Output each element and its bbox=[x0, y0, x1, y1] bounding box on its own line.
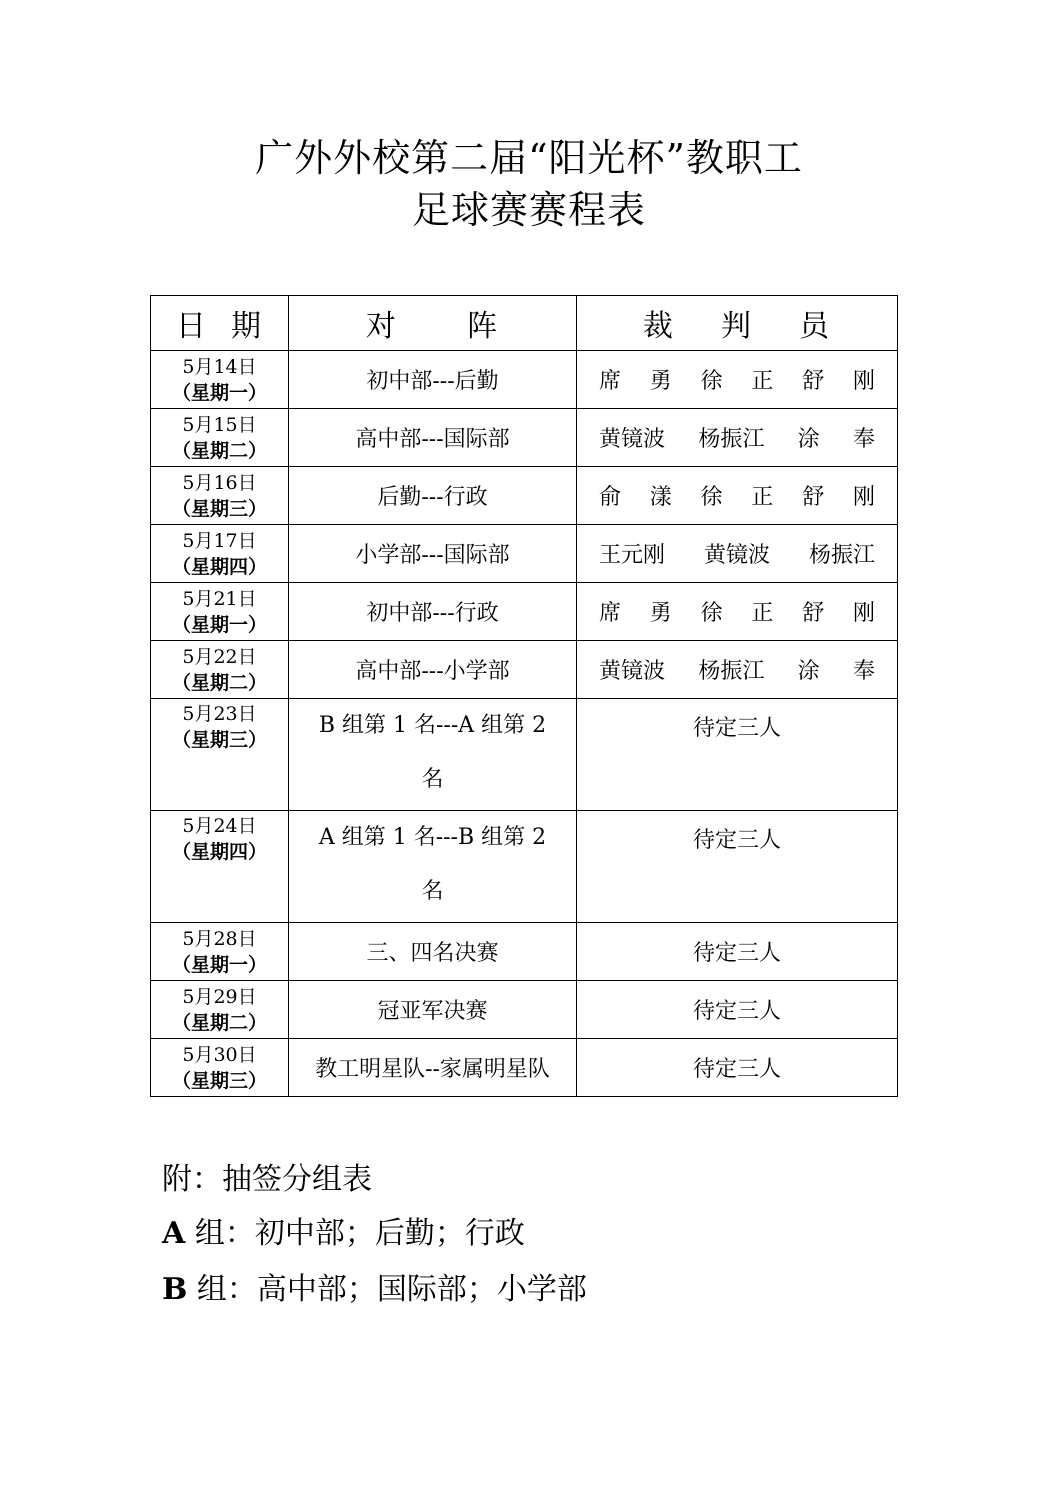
referee-name: 涂 bbox=[797, 659, 820, 684]
referee-name: 刚 bbox=[852, 485, 875, 510]
table-row bbox=[151, 699, 898, 811]
table-body bbox=[151, 351, 898, 1097]
match-weekday: （星期三） bbox=[171, 497, 267, 520]
referee-name: 黄镜波 bbox=[703, 543, 770, 568]
date-cell bbox=[151, 467, 289, 525]
group-b-line bbox=[162, 1270, 587, 1310]
date-cell bbox=[151, 923, 289, 981]
document-title-line2: 足球赛赛程表 bbox=[411, 188, 646, 232]
referee-cell: 待定三人 bbox=[577, 811, 898, 923]
match-date: 5月24日 bbox=[182, 815, 257, 837]
match-date: 5月29日 bbox=[182, 985, 257, 1008]
table-row bbox=[151, 467, 898, 525]
referee-cell bbox=[577, 583, 898, 641]
date-cell bbox=[151, 981, 289, 1039]
referee-name: 涂 bbox=[797, 427, 820, 452]
match-weekday: （星期一） bbox=[171, 953, 267, 976]
referee-name: 勇 bbox=[649, 369, 672, 394]
document-title-line1: 广外外校第二届“阳光杯”教职工 bbox=[255, 136, 803, 180]
match-cell: 后勤---行政 bbox=[289, 467, 577, 525]
referee-name: 王元刚 bbox=[599, 543, 666, 568]
match-date: 5月23日 bbox=[182, 703, 257, 725]
referee-name: 杨振江 bbox=[698, 427, 765, 452]
match-cell: 初中部---后勤 bbox=[289, 351, 577, 409]
match-weekday: （星期三） bbox=[171, 1069, 267, 1092]
date-cell bbox=[151, 811, 289, 923]
match-date: 5月30日 bbox=[182, 1043, 257, 1066]
header-referee: 裁 判 员 bbox=[577, 296, 898, 351]
table-row bbox=[151, 923, 898, 981]
match-date: 5月28日 bbox=[182, 927, 257, 950]
referee-cell bbox=[577, 641, 898, 699]
match-cell: 高中部---小学部 bbox=[289, 641, 577, 699]
referee-name: 舒 bbox=[802, 369, 825, 394]
match-date: 5月14日 bbox=[182, 355, 257, 378]
match-weekday: （星期一） bbox=[171, 381, 267, 404]
match-date: 5月15日 bbox=[182, 413, 257, 436]
referee-name: 舒 bbox=[802, 485, 825, 510]
referee-cell bbox=[577, 351, 898, 409]
match-weekday: （星期一） bbox=[171, 613, 267, 636]
referee-name: 席 bbox=[599, 601, 622, 626]
table-row bbox=[151, 641, 898, 699]
match-cell: 小学部---国际部 bbox=[289, 525, 577, 583]
date-cell bbox=[151, 351, 289, 409]
referee-cell bbox=[577, 409, 898, 467]
referee-name: 漾 bbox=[649, 485, 672, 510]
schedule-table bbox=[150, 295, 898, 1097]
date-cell bbox=[151, 409, 289, 467]
table-row bbox=[151, 351, 898, 409]
match-date: 5月22日 bbox=[182, 645, 257, 668]
referee-cell bbox=[577, 467, 898, 525]
referee-name: 正 bbox=[751, 601, 774, 626]
referee-name: 黄镜波 bbox=[599, 659, 666, 684]
group-b-text: 组：高中部；国际部；小学部 bbox=[187, 1272, 587, 1307]
referee-name: 刚 bbox=[852, 369, 875, 394]
appendix-title: 附：抽签分组表 bbox=[162, 1162, 372, 1197]
match-cell: 冠亚军决赛 bbox=[289, 981, 577, 1039]
referee-name: 杨振江 bbox=[698, 659, 765, 684]
referee-name: 奉 bbox=[852, 659, 875, 684]
table-header-row bbox=[151, 296, 898, 351]
referee-name: 正 bbox=[751, 485, 774, 510]
match-cell: B 组第 1 名---A 组第 2 名 bbox=[289, 699, 577, 811]
referee-cell: 待定三人 bbox=[577, 981, 898, 1039]
match-weekday: （星期四） bbox=[171, 841, 267, 863]
table-row bbox=[151, 1039, 898, 1097]
referee-name: 黄镜波 bbox=[599, 427, 666, 452]
referee-name: 徐 bbox=[700, 601, 723, 626]
referee-name: 杨振江 bbox=[808, 543, 875, 568]
group-a-text: 组：初中部；后勤；行政 bbox=[185, 1216, 525, 1251]
match-weekday: （星期三） bbox=[171, 729, 267, 751]
referee-name: 正 bbox=[751, 369, 774, 394]
match-weekday: （星期二） bbox=[171, 671, 267, 694]
referee-name: 奉 bbox=[852, 427, 875, 452]
table-row bbox=[151, 981, 898, 1039]
referee-name: 勇 bbox=[649, 601, 672, 626]
match-weekday: （星期二） bbox=[171, 1011, 267, 1034]
referee-cell bbox=[577, 525, 898, 583]
match-date: 5月16日 bbox=[182, 471, 257, 494]
referee-name: 刚 bbox=[852, 601, 875, 626]
referee-name: 舒 bbox=[802, 601, 825, 626]
match-cell: 高中部---国际部 bbox=[289, 409, 577, 467]
date-cell bbox=[151, 1039, 289, 1097]
match-cell: A 组第 1 名---B 组第 2 名 bbox=[289, 811, 577, 923]
table-row bbox=[151, 525, 898, 583]
match-cell: 三、四名决赛 bbox=[289, 923, 577, 981]
match-weekday: （星期四） bbox=[171, 555, 267, 578]
match-date: 5月21日 bbox=[182, 587, 257, 610]
match-date: 5月17日 bbox=[182, 529, 257, 552]
header-match: 对 阵 bbox=[289, 296, 577, 351]
referee-cell: 待定三人 bbox=[577, 699, 898, 811]
group-b-letter: B bbox=[162, 1272, 188, 1307]
referee-cell: 待定三人 bbox=[577, 923, 898, 981]
table-row bbox=[151, 409, 898, 467]
referee-cell: 待定三人 bbox=[577, 1039, 898, 1097]
match-weekday: （星期二） bbox=[171, 439, 267, 462]
date-cell bbox=[151, 699, 289, 811]
header-date: 日 期 bbox=[151, 296, 289, 351]
table-row bbox=[151, 583, 898, 641]
match-cell: 初中部---行政 bbox=[289, 583, 577, 641]
referee-name: 徐 bbox=[700, 485, 723, 510]
referee-name: 徐 bbox=[700, 369, 723, 394]
referee-name: 俞 bbox=[599, 485, 622, 510]
date-cell bbox=[151, 525, 289, 583]
table-row bbox=[151, 811, 898, 923]
date-cell bbox=[151, 641, 289, 699]
group-a-letter: A bbox=[162, 1216, 186, 1251]
group-a-line bbox=[162, 1214, 525, 1254]
referee-name: 席 bbox=[599, 369, 622, 394]
date-cell bbox=[151, 583, 289, 641]
match-cell: 教工明星队--家属明星队 bbox=[289, 1039, 577, 1097]
